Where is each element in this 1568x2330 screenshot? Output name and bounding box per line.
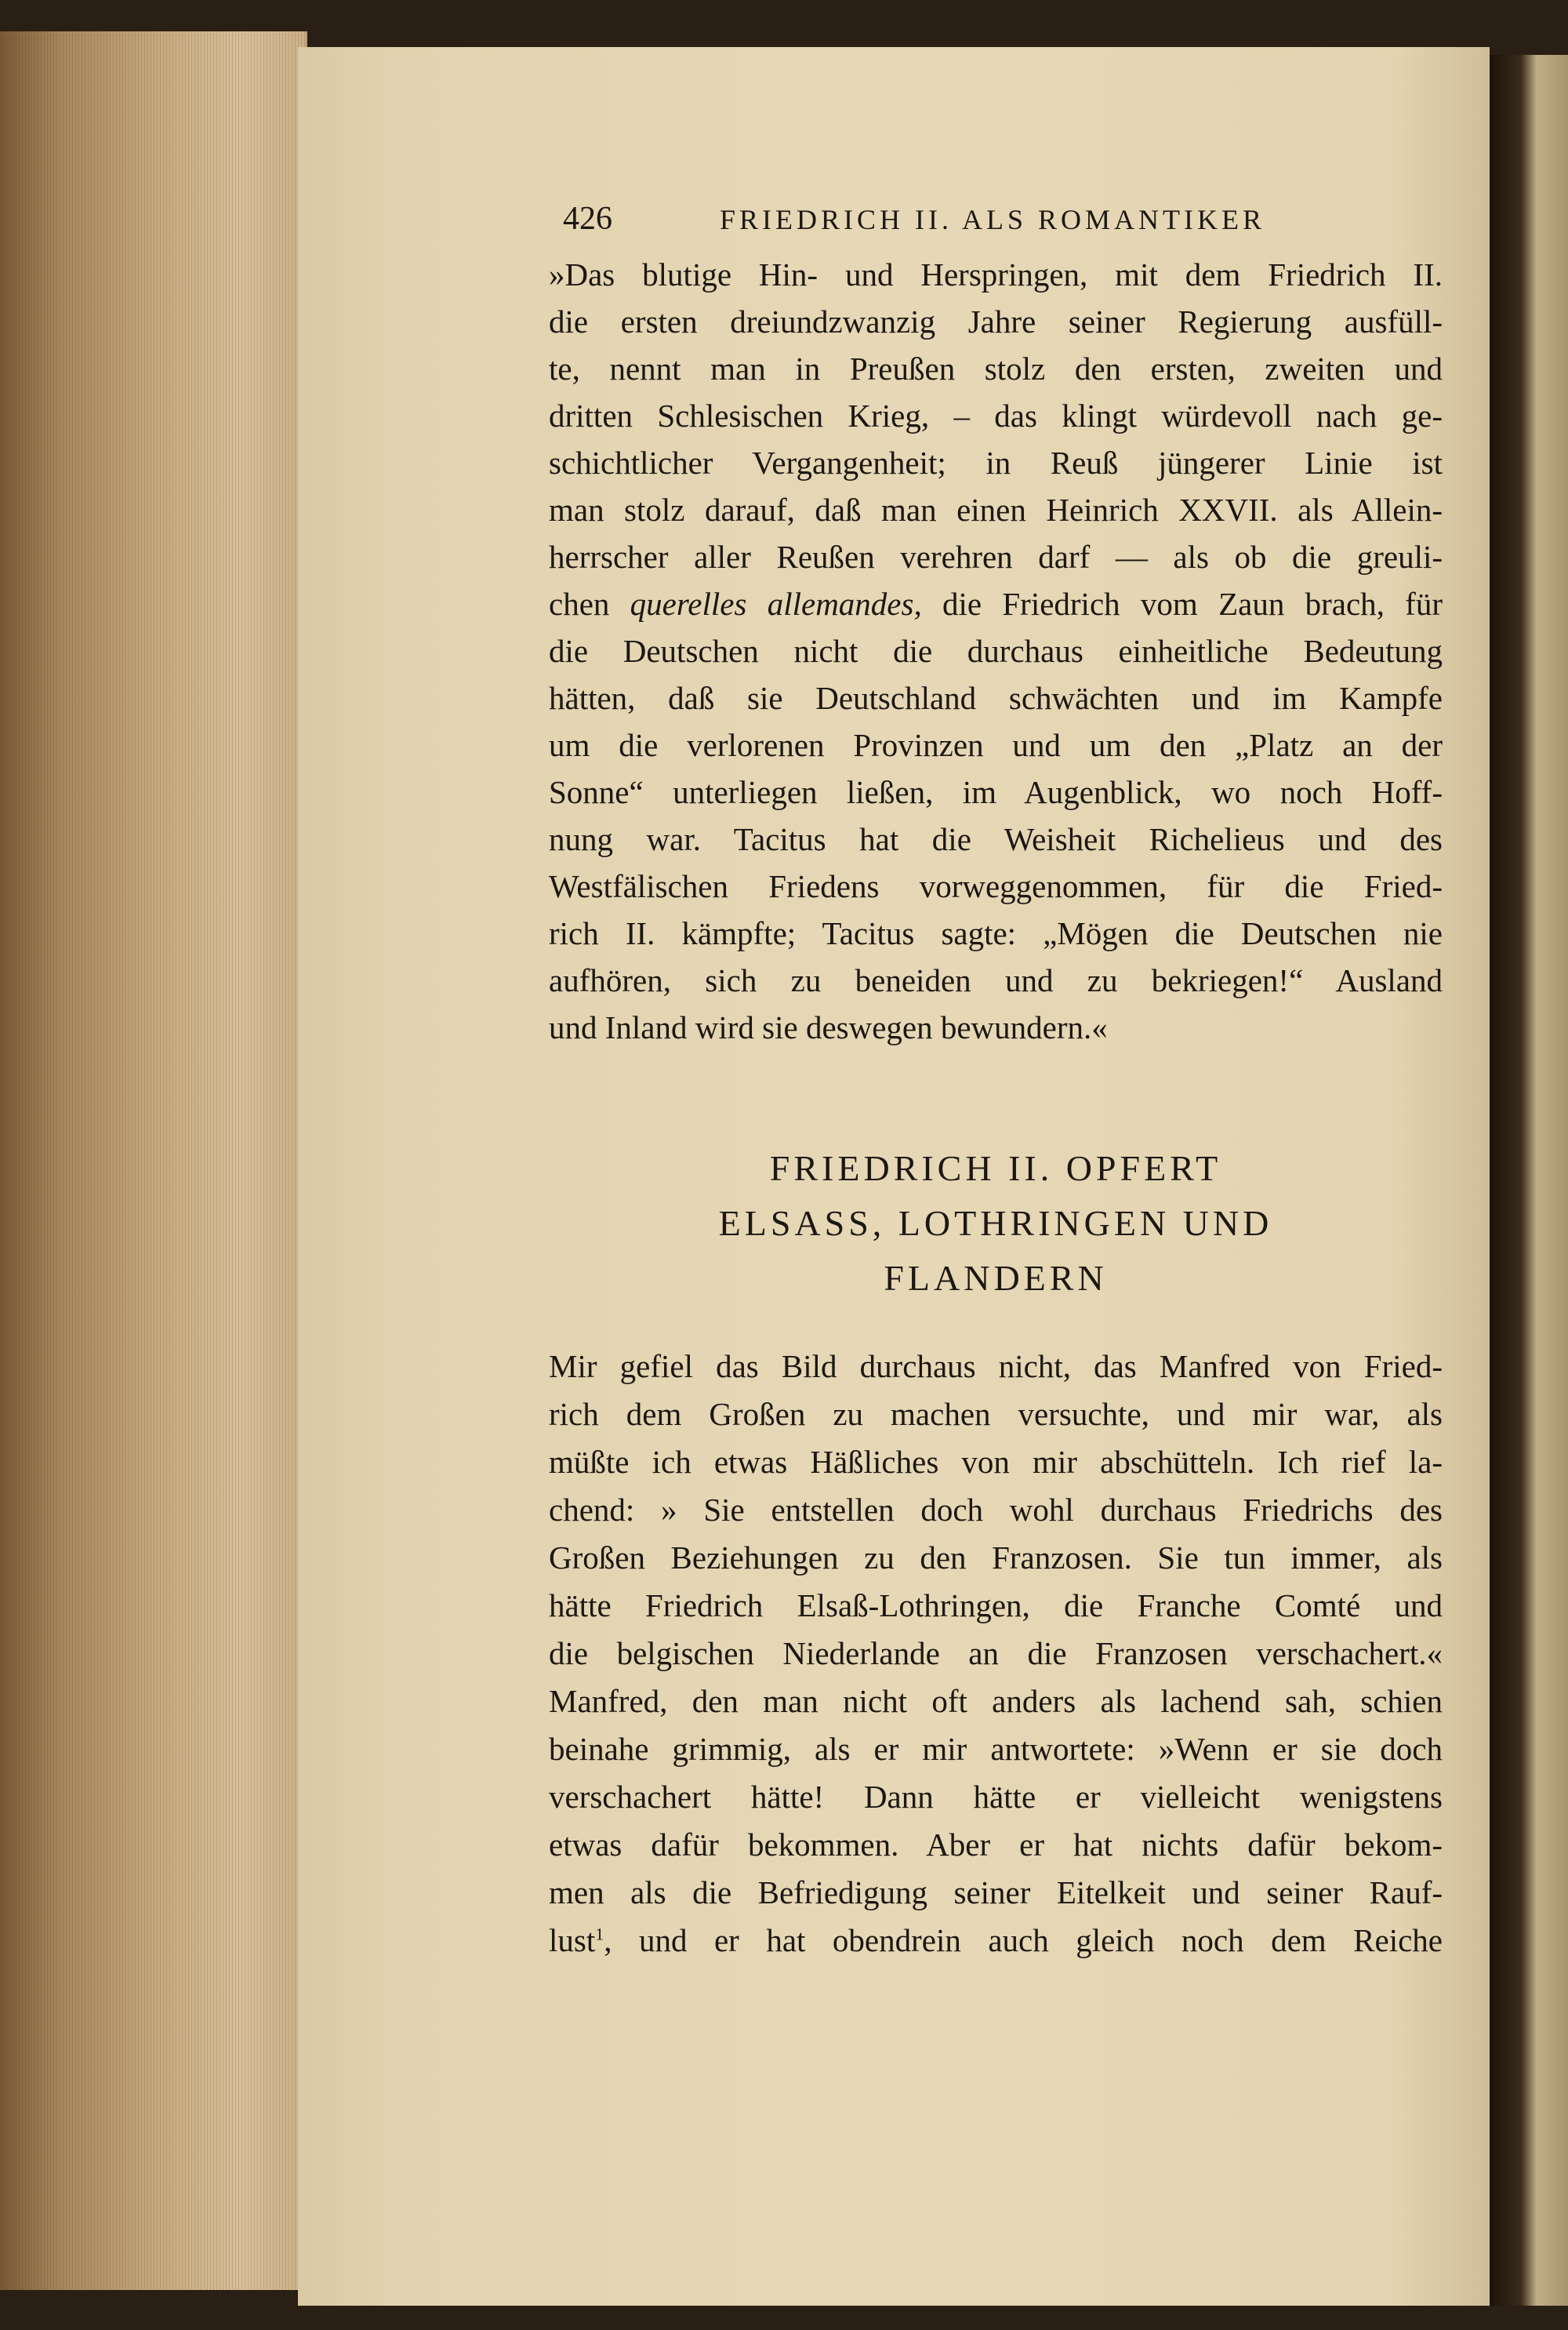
text-line: hätte Friedrich Elsaß-Lothringen, die Franche Comté und	[549, 1587, 1443, 1623]
text-segment: , und er hat obendrein auch gleich noch dem Reiche	[604, 1922, 1443, 1958]
section-heading	[549, 1141, 1443, 1306]
text-segment: lust	[549, 1922, 596, 1958]
text-line	[549, 580, 1443, 627]
text-line: die ersten dreiundzwanzig Jahre seiner Regierung ausfüll-	[549, 304, 1443, 340]
text-line: die belgischen Niederlande an die Franzosen verschachert.«	[549, 1635, 1443, 1671]
text-line: verschachert hätte! Dann hätte er vielleicht wenigstens	[549, 1779, 1443, 1815]
text-line: und Inland wird sie deswegen bewundern.«	[549, 1009, 1108, 1045]
text-line: herrscher aller Reußen verehren darf — als ob die greuli-	[549, 539, 1443, 575]
text-line: Westfälischen Friedens vorweggenommen, für die Fried-	[549, 868, 1443, 904]
paragraph-1	[549, 251, 1443, 1051]
paragraph-2	[549, 1343, 1443, 1965]
footnote-marker[interactable]: 1	[595, 1924, 604, 1944]
italic-phrase: querelles allemandes,	[630, 586, 922, 622]
page-number: 426	[563, 201, 612, 237]
text-line: Mir gefiel das Bild durchaus nicht, das Manfred von Fried-	[549, 1348, 1443, 1384]
text-line: etwas dafür bekommen. Aber er hat nichts dafür bekom-	[549, 1827, 1443, 1863]
text-line: schichtlicher Vergangenheit; in Reuß jüngerer Linie ist	[549, 445, 1443, 481]
text-line	[549, 1917, 1443, 1965]
facing-page-edge	[1490, 55, 1568, 2306]
text-line: men als die Befriedigung seiner Eitelkeit und seiner Rauf-	[549, 1874, 1443, 1910]
text-line: chend: » Sie entstellen doch wohl durchaus Friedrichs des	[549, 1492, 1443, 1528]
text-line: aufhören, sich zu beneiden und zu bekriegen!“ Ausland	[549, 962, 1443, 998]
text-line: Manfred, den man nicht oft anders als lachend sah, schien	[549, 1683, 1443, 1719]
text-line: nung war. Tacitus hat die Weisheit Richelieus und des	[549, 821, 1443, 857]
text-line: müßte ich etwas Häßliches von mir abschütteln. Ich rief la-	[549, 1444, 1443, 1480]
text-line: te, nennt man in Preußen stolz den ersten, zweiten und	[549, 351, 1443, 387]
text-line: beinahe grimmig, als er mir antwortete: »Wenn er sie doch	[549, 1731, 1443, 1767]
text-line: die Deutschen nicht die durchaus einheitliche Bedeutung	[549, 633, 1443, 669]
heading-line: FLANDERN	[884, 1258, 1108, 1298]
text-segment: die Friedrich vom Zaun brach, für	[921, 586, 1443, 622]
text-line: rich dem Großen zu machen versuchte, und mir war, als	[549, 1396, 1443, 1432]
text-line: »Das blutige Hin- und Herspringen, mit dem Friedrich II.	[549, 256, 1443, 293]
book-page-edges	[0, 31, 307, 2290]
text-line: man stolz darauf, daß man einen Heinrich XXVII. als Allein-	[549, 492, 1443, 528]
text-line: um die verlorenen Provinzen und um den „Platz an der	[549, 727, 1443, 763]
text-line: Sonne“ unterliegen ließen, im Augenblick, wo noch Hoff-	[549, 774, 1443, 810]
text-segment: chen	[549, 586, 630, 622]
heading-line: ELSASS, LOTHRINGEN UND	[718, 1203, 1273, 1243]
text-line: Großen Beziehungen zu den Franzosen. Sie tun immer, als	[549, 1539, 1443, 1576]
text-line: dritten Schlesischen Krieg, – das klingt würdevoll nach ge-	[549, 398, 1443, 434]
running-head-title: FRIEDRICH II. ALS ROMANTIKER	[720, 204, 1266, 235]
text-line: rich II. kämpfte; Tacitus sagte: „Mögen die Deutschen nie	[549, 915, 1443, 951]
heading-line: FRIEDRICH II. OPFERT	[769, 1148, 1222, 1188]
running-head	[563, 200, 1394, 247]
text-line: hätten, daß sie Deutschland schwächten und im Kampfe	[549, 680, 1443, 716]
